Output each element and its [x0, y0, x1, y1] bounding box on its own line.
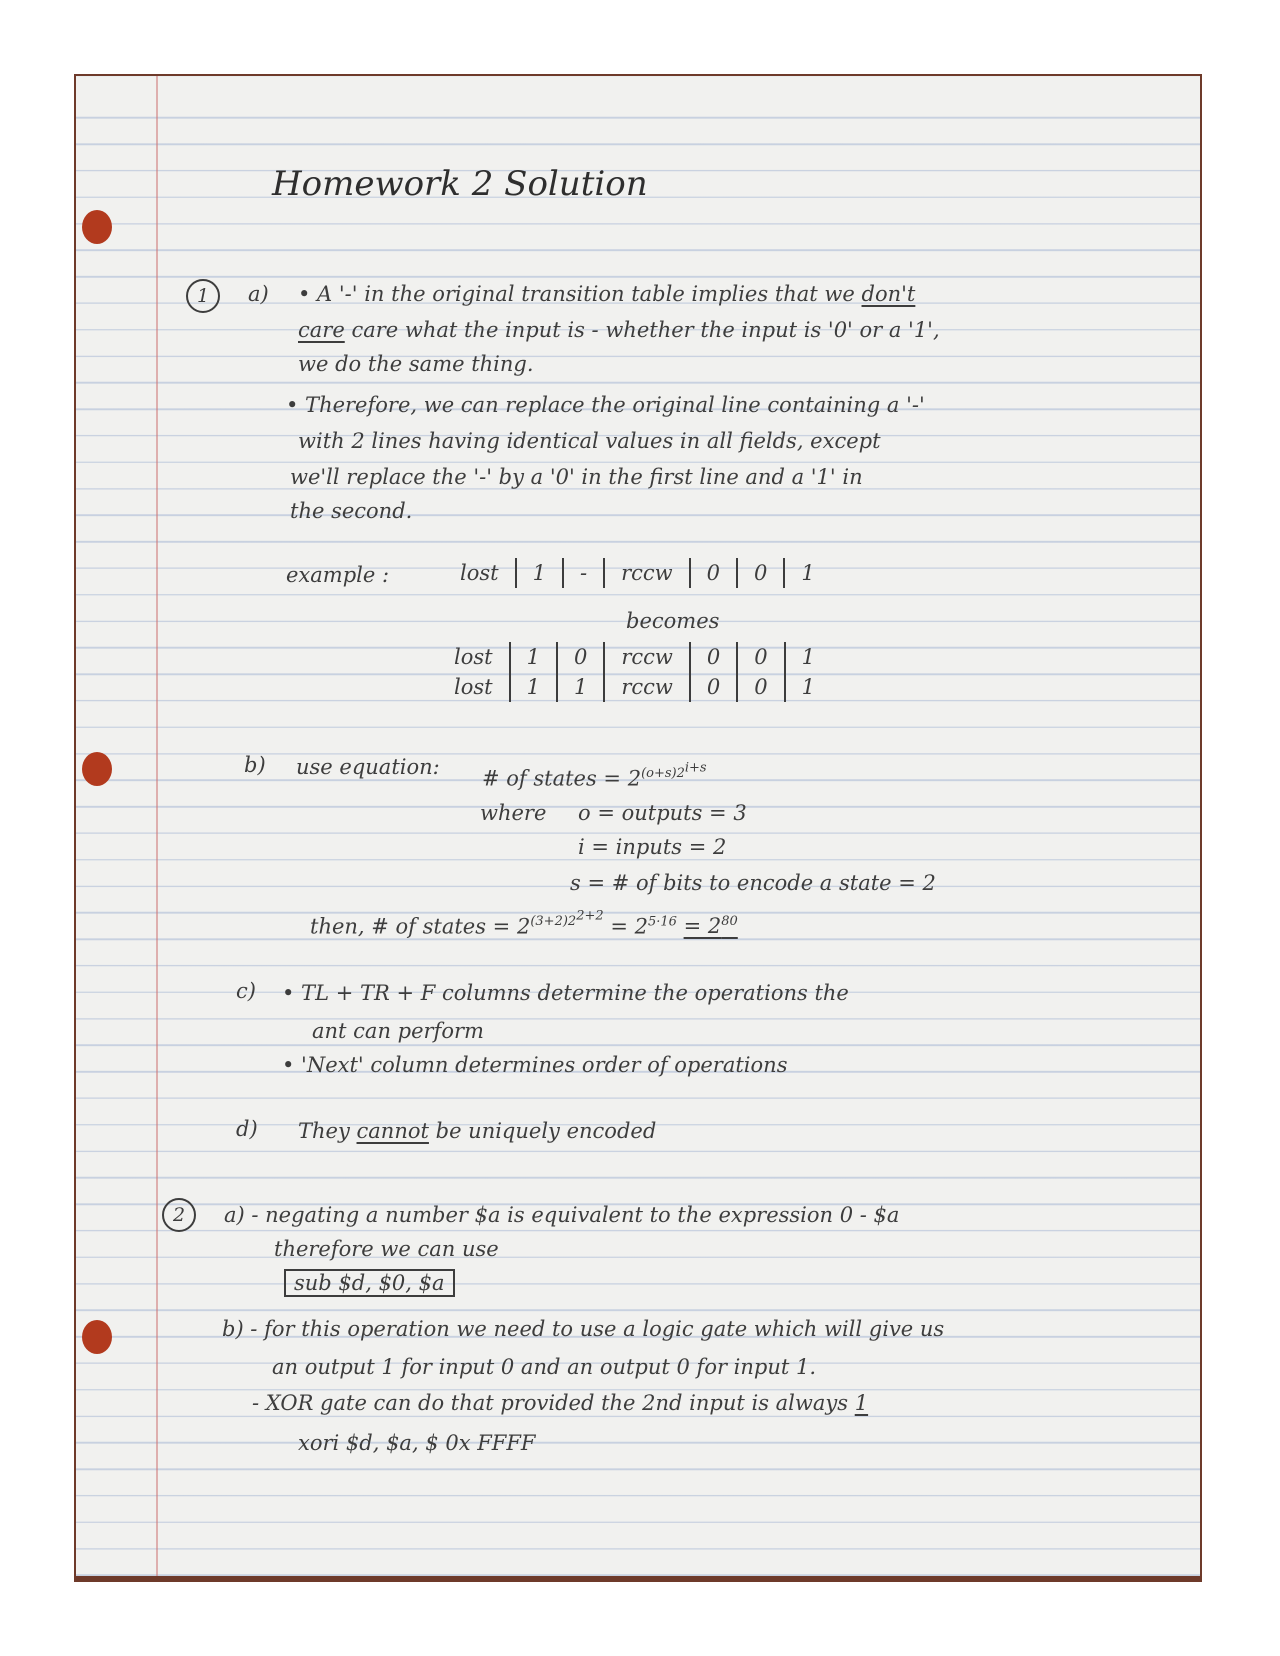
binder-hole — [82, 1320, 112, 1354]
table-cell: 1 — [784, 558, 830, 588]
table-cell: 1 — [510, 642, 557, 672]
table-row — [454, 642, 831, 672]
table-cell: 1 — [516, 558, 563, 588]
table-cell: 0 — [690, 642, 737, 672]
part-b-label: b) — [244, 753, 266, 777]
part-d-label: d) — [236, 1117, 258, 1141]
q2-b-line: - XOR gate can do that provided the 2nd input is always 1 — [252, 1391, 869, 1415]
definition-inputs: i = inputs = 2 — [578, 835, 727, 859]
table-cell: 1 — [557, 672, 604, 702]
table-cell: rccw — [604, 672, 690, 702]
q2-b-line: an output 1 for input 0 and an output 0 for input 1. — [272, 1355, 817, 1379]
q2-b-line: b) - for this operation we need to use a logic gate which will give us — [222, 1317, 945, 1341]
q1-a-line: • Therefore, we can replace the original line containing a '-' — [286, 393, 925, 417]
where-label: where — [480, 801, 547, 825]
q2-a-line: therefore we can use — [274, 1237, 499, 1261]
q1-c-line: ant can perform — [312, 1019, 484, 1043]
table-cell: 1 — [785, 642, 831, 672]
q1-c-line: • TL + TR + F columns determine the operations the — [282, 981, 849, 1005]
part-c-label: c) — [236, 979, 256, 1003]
q1-a-line: with 2 lines having identical values in all fields, except — [298, 429, 881, 453]
q1-d-line: They cannot be uniquely encoded — [298, 1119, 657, 1143]
table-cell: rccw — [604, 642, 690, 672]
question-number-1: 1 — [186, 279, 220, 313]
q2-a-code: sub $d, $0, $a — [284, 1270, 455, 1296]
table-cell: 1 — [785, 672, 831, 702]
q1-a-line: • A '-' in the original transition table implies that we don't — [298, 282, 916, 306]
table-cell: 0 — [737, 642, 784, 672]
table-cell: 0 — [690, 558, 737, 588]
states-formula: # of states = $2^{(o+s)2^{i+s}}$ — [482, 761, 707, 791]
question-number-2: 2 — [162, 1198, 196, 1232]
table-cell: 0 — [557, 642, 604, 672]
q1-a-line: care care what the input is - whether the input is '0' or a '1', — [298, 318, 940, 342]
table-cell: 0 — [690, 672, 737, 702]
becomes-label: becomes — [626, 609, 720, 633]
table-cell: - — [563, 558, 604, 588]
table-row — [460, 558, 831, 588]
table-cell: lost — [460, 561, 499, 585]
table-cell: 1 — [510, 672, 557, 702]
table-cell: 0 — [737, 672, 784, 702]
notebook-page — [76, 76, 1200, 1576]
table-cell: rccw — [604, 558, 690, 588]
table-row — [454, 672, 831, 702]
page-title: Homework 2 Solution — [272, 164, 648, 204]
table-cell: lost — [454, 645, 493, 669]
part-a-label: a) — [248, 282, 269, 306]
example-result-table — [454, 642, 831, 702]
q1-a-line: we do the same thing. — [298, 352, 534, 376]
definition-state-bits: s = # of bits to encode a state = 2 — [570, 871, 936, 895]
q1-a-line: we'll replace the '-' by a '0' in the first line and a '1' in — [290, 465, 863, 489]
states-result: then, # of states = $2^{(3+2)2^{2+2}} = 2^{5\cdot 16} = 2^{80}$ — [310, 909, 738, 939]
example-label: example : — [286, 563, 390, 587]
q2-a-line: a) - negating a number $a is equivalent to the expression 0 - $a — [224, 1203, 900, 1227]
binder-hole — [82, 752, 112, 786]
binder-hole — [82, 210, 112, 244]
use-equation-label: use equation: — [296, 755, 440, 779]
margin-line — [156, 76, 158, 1576]
table-cell: 0 — [737, 558, 784, 588]
q2-b-code: xori $d, $a, $ 0x FFFF — [298, 1431, 536, 1455]
example-row-table — [460, 558, 831, 588]
table-cell: lost — [454, 675, 493, 699]
q1-a-line: the second. — [290, 499, 413, 523]
definition-outputs: o = outputs = 3 — [578, 801, 747, 825]
q1-c-line: • 'Next' column determines order of operations — [282, 1053, 788, 1077]
